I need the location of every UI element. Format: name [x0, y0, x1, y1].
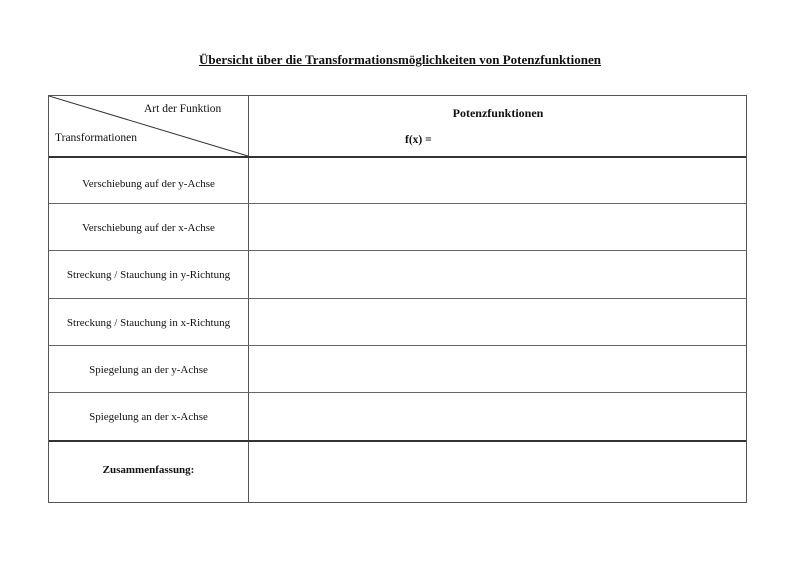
row-label-mirror-y: Spiegelung an der y-Achse — [89, 364, 208, 376]
answer-cell-summary[interactable] — [249, 442, 747, 502]
answer-cell-mirror-x[interactable] — [249, 393, 747, 440]
transformation-table — [48, 95, 747, 503]
answer-cell-stretch-x[interactable] — [249, 299, 747, 345]
row-label-shift-x: Verschiebung auf der x-Achse — [82, 222, 215, 234]
answer-cell-mirror-y[interactable] — [249, 346, 747, 392]
answer-cell-shift-x[interactable] — [249, 204, 747, 250]
row-label-mirror-x: Spiegelung an der x-Achse — [89, 411, 208, 423]
header-function-type: Art der Funktion — [144, 103, 222, 115]
row-label-summary: Zusammenfassung: — [102, 464, 195, 476]
answer-cell-stretch-y[interactable] — [249, 251, 747, 298]
header-formula-label: f(x) = — [405, 134, 432, 146]
header-transformations: Transformationen — [55, 132, 137, 144]
row-label-stretch-y: Streckung / Stauchung in y-Richtung — [66, 269, 231, 281]
page-title: Übersicht über die Transformationsmöglichkeiten von Potenzfunktionen — [199, 52, 601, 67]
row-label-stretch-x: Streckung / Stauchung in x-Richtung — [66, 317, 231, 329]
row-label-shift-y: Verschiebung auf der y-Achse — [82, 178, 215, 190]
answer-cell-shift-y[interactable] — [249, 158, 747, 203]
header-column-title: Potenzfunktionen — [452, 106, 544, 120]
